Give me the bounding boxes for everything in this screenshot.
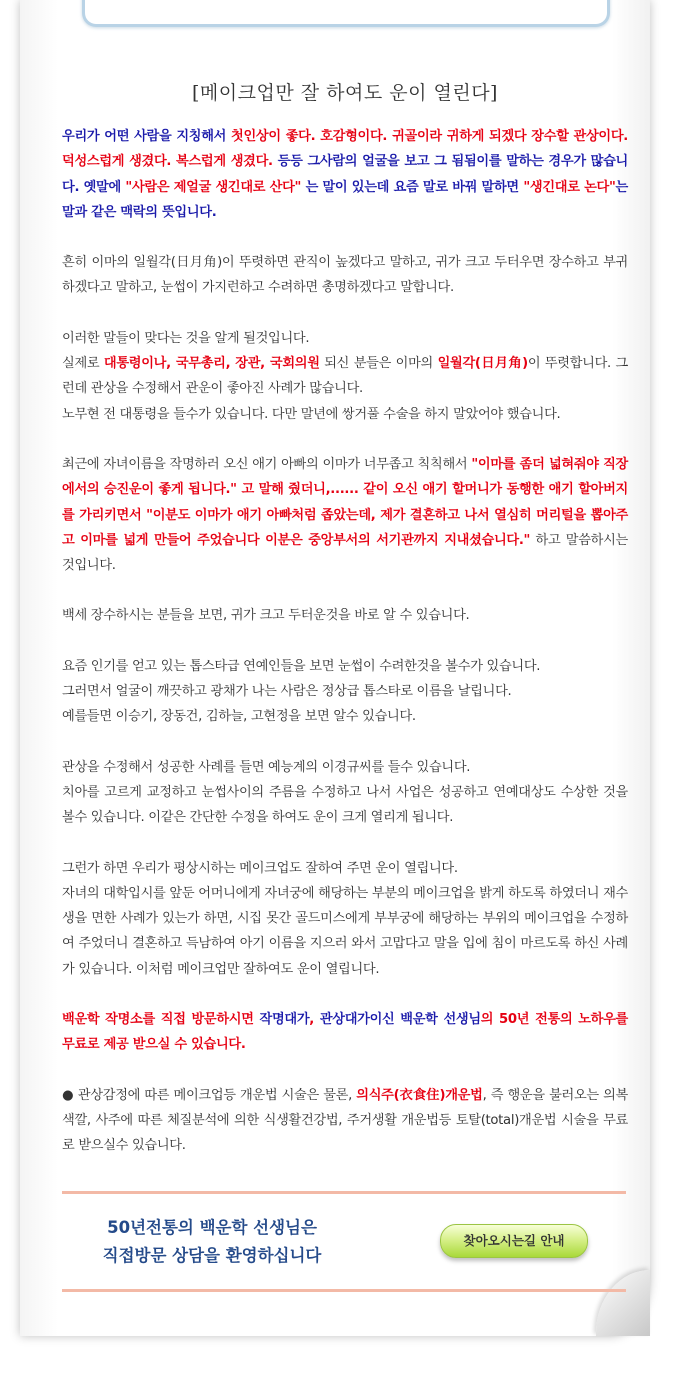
paragraph-officials <box>62 326 628 427</box>
story-text-a: 최근에 자녀이름을 작명하러 오신 애기 아빠의 이마가 너무좁고 칙칙해서 <box>62 456 472 472</box>
paragraph-visit: 백운학 작명소를 직접 방문하시면 작명대가, 관상대가이신 백운학 선생님의 50년 전통의 노하우를 무료로 제공 받으실 수 있습니다. <box>62 1012 628 1053</box>
intro-text-g: 는 말과 같은 맥락의 뜻입니다. <box>62 179 628 220</box>
paragraph-intro <box>62 124 628 225</box>
officials-line-3: 노무현 전 대통령을 들수가 있습니다. 다만 말년에 쌍거풀 수술을 하지 말았어야 했습니다. <box>62 406 561 422</box>
intro-text-e: 는 말이 있는데 요즘 말로 바꿔 말하면 <box>301 179 524 195</box>
cta-message <box>62 1214 362 1270</box>
directions-button[interactable]: 찾아오시는길 안내 <box>440 1224 588 1258</box>
article-body <box>62 124 628 1184</box>
paragraph-story <box>62 452 628 578</box>
officials-titles: 대통령이나, 국무총리, 장관, 국회의원 <box>103 356 320 372</box>
paragraph-celebrities: 요즘 인기를 얻고 있는 톱스타급 연예인들을 보면 눈썹이 수려한것을 볼수가 있습니다. 그러면서 얼굴이 깨끗하고 광채가 나는 사람은 정상급 톱스타로 이름을 날립니다. 예를들면 이승기, 장동건, 김하늘, 고현정을 보면 알수 있습니다. <box>62 658 541 725</box>
paragraph-success-case: 관상을 수정해서 성공한 사례를 들면 예능계의 이경규씨를 들수 있습니다. 치아를 고르게 교정하고 눈썹사이의 주름을 수정하고 나서 사업은 성공하고 연예대상도 수상한 것을 볼수 있습니다. 이같은 간단한 수정을 하여도 운이 크게 열리게 됩니다. <box>62 759 628 826</box>
officials-ilwolgak: 일월각(日月角) <box>437 356 528 372</box>
intro-text-c: 등등 그사람의 얼굴을 보고 그 됨됨이를 말하는 경우가 많습니다. 옛말에 <box>62 154 628 195</box>
cta-line-2: 직접방문 상담을 환영하십니다 <box>102 1246 322 1265</box>
services-text-c: , 즉 행운을 불러오는 의복색깔, 사주에 따른 체질분석에 의한 식생활건강법, 주거생활 개운법등 토탈(total)개운법 시술을 무료로 받으실수 있습니다. <box>62 1087 628 1154</box>
services-highlight: 의식주(衣食住)개운법 <box>356 1087 483 1103</box>
officials-line-2: 실제로 대통령이나, 국무총리, 장관, 국회의원 되신 분들은 이마의 일월각(日月角)이 뚜렷합니다. 그런데 관상을 수정해서 관운이 좋아진 사례가 많습니다. <box>62 356 628 397</box>
paragraph-makeup: 그런가 하면 우리가 평상시하는 메이크업도 잘하여 주면 운이 열립니다. 자녀의 대학입시를 앞둔 어머니에게 자녀궁에 해당하는 부분의 메이크업을 밝게 하도록 하였더니 재수생을 면한 사례가 있는가 하면, 시집 못간 골드미스에게 부부궁에 해당하는 부위의 메이크업을 수정하여 주었더니 결혼하고 득남하여 아기 이름을 지으러 와서 고맙다고 말을 입에 침이 마르도록 하신 사례가 있습니다. 이처럼 메이크업만 잘하여도 운이 열립니다. <box>62 860 628 977</box>
intro-quote-1: "사람은 제얼굴 생긴대로 산다" <box>125 179 302 195</box>
page-title: [메이크업만 잘 하여도 운이 열린다] <box>192 82 498 104</box>
intro-highlight-phrases: 첫인상이 좋다. 호감형이다. 귀골이라 귀하게 되겠다 장수할 관상이다. 덕성스럽게 생겼다. 복스럽게 생겼다. <box>62 129 628 170</box>
paragraph-longevity: 백세 장수하시는 분들을 보면, 귀가 크고 두터운것을 바로 알 수 있습니다. <box>62 608 470 624</box>
intro-quote-2: "생긴대로 논다" <box>523 179 616 195</box>
cta-line-1: 50년전통의 백운학 선생님은 <box>107 1218 317 1237</box>
services-text-a: ● 관상감정에 따른 메이크업등 개운법 시술은 물론, <box>62 1087 357 1103</box>
story-quote: "이마를 좀더 넓혀줘야 직장에서의 승진운이 좋게 됩니다." 고 말해 줬더니,...... 같이 오신 애기 할머니가 동행한 애기 할아버지를 가리키면서 "이분도 이마가 애기 아빠처럼 좁았는데, 제가 결혼하고 나서 열심히 머리털을 뽑아주고 이마를 넓게 만들어 주었습니다 이분은 중앙부서의 서기관까지 지내셨습니다." <box>62 456 628 548</box>
visit-master-name: 작명대가 <box>259 1012 310 1028</box>
cta-banner <box>62 1191 626 1292</box>
intro-text-a: 우리가 어떤 사람을 지칭해서 <box>62 129 232 144</box>
visit-teacher-name: 관상대가이신 백운학 선생님 <box>319 1012 481 1028</box>
officials-line-1: 이러한 말들이 맞다는 것을 알게 될것입니다. <box>62 330 310 346</box>
paragraph-forehead: 흔히 이마의 일월각(日月角)이 뚜렷하면 관직이 높겠다고 말하고, 귀가 크고 두터우면 장수하고 부귀 하겠다고 말하고, 눈썹이 가지런하고 수려하면 총명하겠다고 말합니다. <box>62 255 628 296</box>
top-frame-box <box>82 0 610 27</box>
paragraph-services <box>62 1083 628 1159</box>
story-text-c: 하고 말씀하시는 것입니다. <box>62 532 628 574</box>
